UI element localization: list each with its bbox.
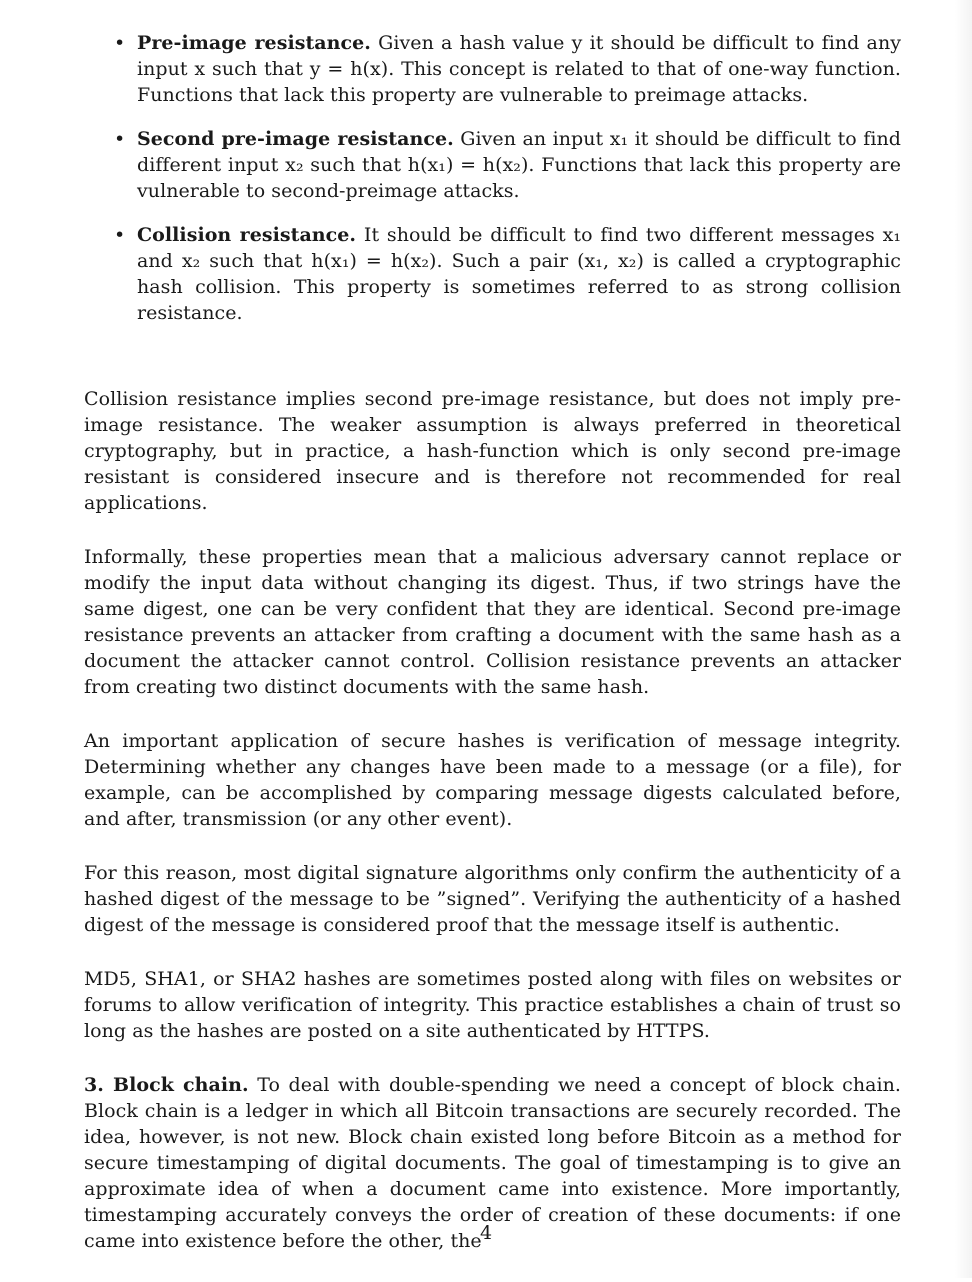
paragraph-hash-posting: MD5, SHA1, or SHA2 hashes are sometimes posted along with files on websites or forums to allow verification of integrity. This practice establishes a chain of trust so long as the hashes are posted on a site authenticated by HTTPS. — [84, 968, 901, 1042]
list-item-second-pre-image-resistance — [84, 126, 901, 204]
bullet-icon: • — [114, 224, 126, 246]
bullet-text: It should be difficult to find two different messages x₁ and x₂ such that h(x₁) = h(x₂). Such a pair (x₁, x₂) is called a cryptographic hash collision. This property is sometimes referred to as strong collision resistance. — [137, 224, 902, 324]
list-item-collision-resistance — [84, 222, 901, 326]
section-title: 3. Block chain. — [84, 1074, 249, 1096]
paragraph-collision-implications: Collision resistance implies second pre-image resistance, but does not imply pre-image resistance. The weaker assumption is always preferred in theoretical cryptography, but in practice, a hash-function which is only second pre-image resistant is considered insecure and is therefore not recommended for real applications. — [84, 388, 901, 514]
section-text: To deal with double-spending we need a concept of block chain. Block chain is a ledger in which all Bitcoin transactions are securely recorded. The idea, however, is not new. Block chain existed long before Bitcoin as a method for secure timestamping of digital documents. The goal of timestamping is to give an approximate idea of when a document came into existence. More importantly, timestamping accurately conveys the order of creation of these documents: if one came into existence before the other, the — [84, 1074, 902, 1252]
bullet-title: Collision resistance. — [137, 224, 357, 246]
paragraph-digital-signatures: For this reason, most digital signature algorithms only confirm the authenticity of a hashed digest of the message to be ”signed”. Verifying the authenticity of a hashed digest of the message is considered proof that the message itself is authentic. — [84, 862, 901, 936]
page-number: 4 — [479, 1222, 493, 1244]
bullet-text: Given an input x₁ it should be difficult to find different input x₂ such that h(x₁) = h(x₂). Functions that lack this property are vulnerable to second-preimage attacks. — [137, 128, 901, 202]
bullet-title: Pre-image resistance. — [137, 32, 371, 54]
paragraph-informal-meaning: Informally, these properties mean that a malicious adversary cannot replace or modify the input data without changing its digest. Thus, if two strings have the same digest, one can be very confident that they are identical. Second pre-image resistance prevents an attacker from crafting a document with the same hash as a document the attacker cannot control. Collision resistance prevents an attacker from creating two distinct documents with the same hash. — [84, 546, 901, 698]
page-content — [84, 30, 901, 1282]
paragraph-message-integrity: An important application of secure hashes is verification of message integrity. Determining whether any changes have been made to a message (or a file), for example, can be accomplished by comparing message digests calculated before, and after, transmission (or any other event). — [84, 730, 901, 830]
list-item-pre-image-resistance — [84, 30, 901, 108]
bullet-text: Given a hash value y it should be difficult to find any input x such that y = h(x). This concept is related to that of one-way function. Functions that lack this property are vulnerable to preimage attacks. — [137, 32, 902, 106]
hash-properties-list — [84, 30, 901, 326]
bullet-icon: • — [114, 32, 126, 54]
bullet-title: Second pre-image resistance. — [137, 128, 454, 150]
bullet-icon: • — [114, 128, 126, 150]
